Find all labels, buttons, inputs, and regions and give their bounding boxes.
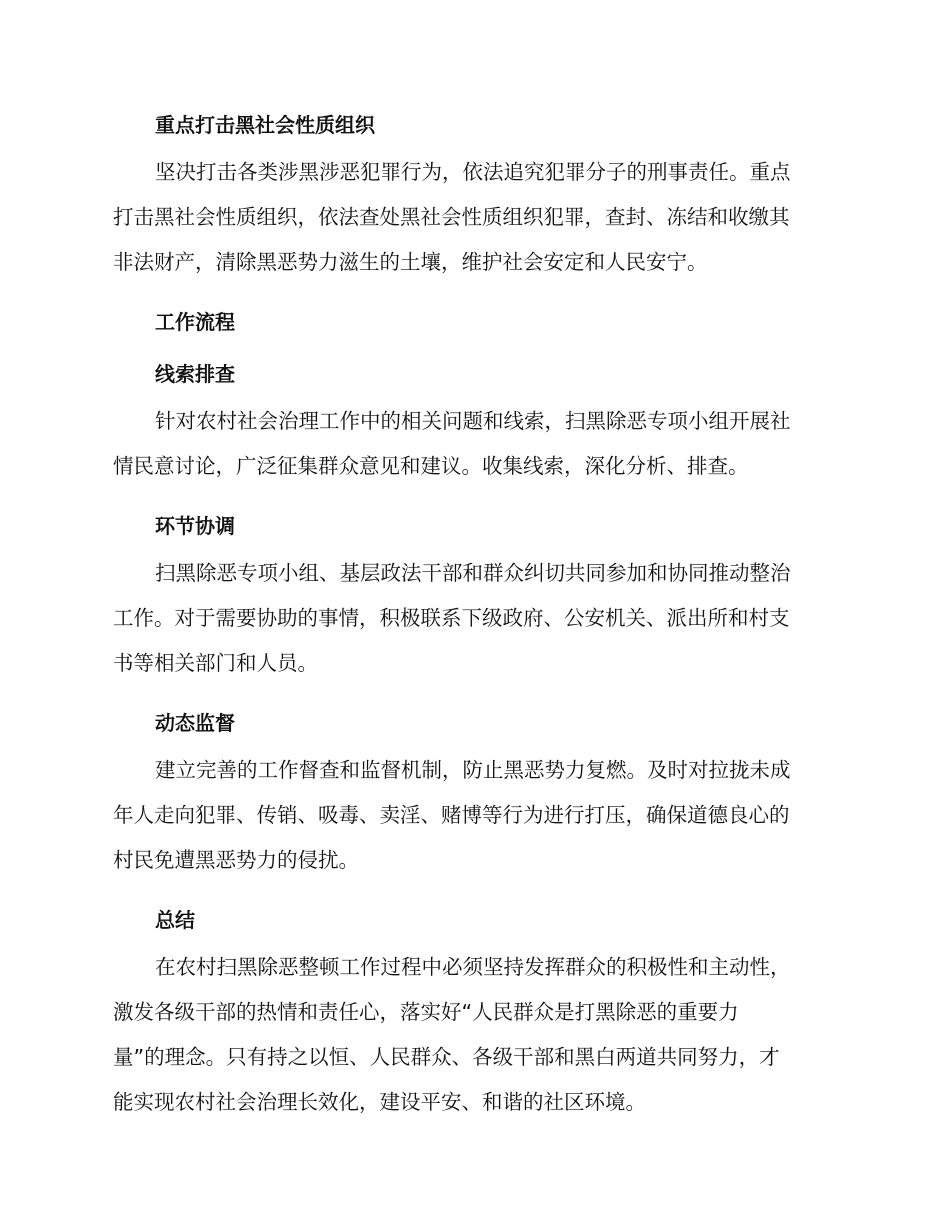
section-heading-workflow: 工作流程 [155,310,235,334]
paragraph-line: 工作。对于需要协助的事情，积极联系下级政府、公安机关、派出所和村支 [113,606,790,630]
paragraph-line: 激发各级干部的热情和责任心，落实好“人民群众是打黑除恶的重要力 [113,1000,739,1024]
section-heading-coordination: 环节协调 [155,514,235,538]
paragraph-line: 在农村扫黑除恶整顿工作过程中必须坚持发挥群众的积极性和主动性， [155,955,791,979]
paragraph-line: 书等相关部门和人员。 [113,651,318,675]
paragraph-line: 年人走向犯罪、传销、吸毒、卖淫、赌博等行为进行打压，确保道德良心的 [113,803,790,827]
paragraph-line: 打击黑社会性质组织，依法查处黑社会性质组织犯罪，查封、冻结和收缴其 [113,205,790,229]
paragraph-line: 村民免遭黑恶势力的侵扰。 [113,848,359,872]
section-heading-crackdown: 重点打击黑社会性质组织 [155,113,375,137]
paragraph-coordination [113,551,837,686]
paragraph-line: 坚决打击各类涉黑涉恶犯罪行为，依法追究犯罪分子的刑事责任。重点 [155,160,791,184]
section-heading-clue-screening: 线索排查 [155,362,235,386]
paragraph-line: 量”的理念。只有持之以恒、人民群众、各级干部和黑白两道共同努力，才 [113,1045,780,1069]
paragraph-line: 建立完善的工作督查和监督机制，防止黑恶势力复燃。及时对拉拢未成 [155,758,791,782]
section-heading-supervision: 动态监督 [155,711,235,735]
paragraph-summary [113,945,837,1125]
paragraph-crackdown [113,150,837,285]
paragraph-clue-screening [113,399,837,489]
paragraph-supervision [113,748,837,883]
paragraph-line: 扫黑除恶专项小组、基层政法干部和群众纠切共同参加和协同推动整治 [155,561,791,585]
paragraph-line: 情民意讨论，广泛征集群众意见和建议。收集线索，深化分析、排查。 [113,454,749,478]
paragraph-line: 针对农村社会治理工作中的相关问题和线索，扫黑除恶专项小组开展社 [155,409,791,433]
document-body [113,110,837,1125]
paragraph-line: 非法财产，清除黑恶势力滋生的土壤，维护社会安定和人民安宁。 [113,250,708,274]
paragraph-line: 能实现农村社会治理长效化，建设平安、和谐的社区环境。 [113,1090,646,1114]
section-heading-summary: 总结 [155,908,195,932]
